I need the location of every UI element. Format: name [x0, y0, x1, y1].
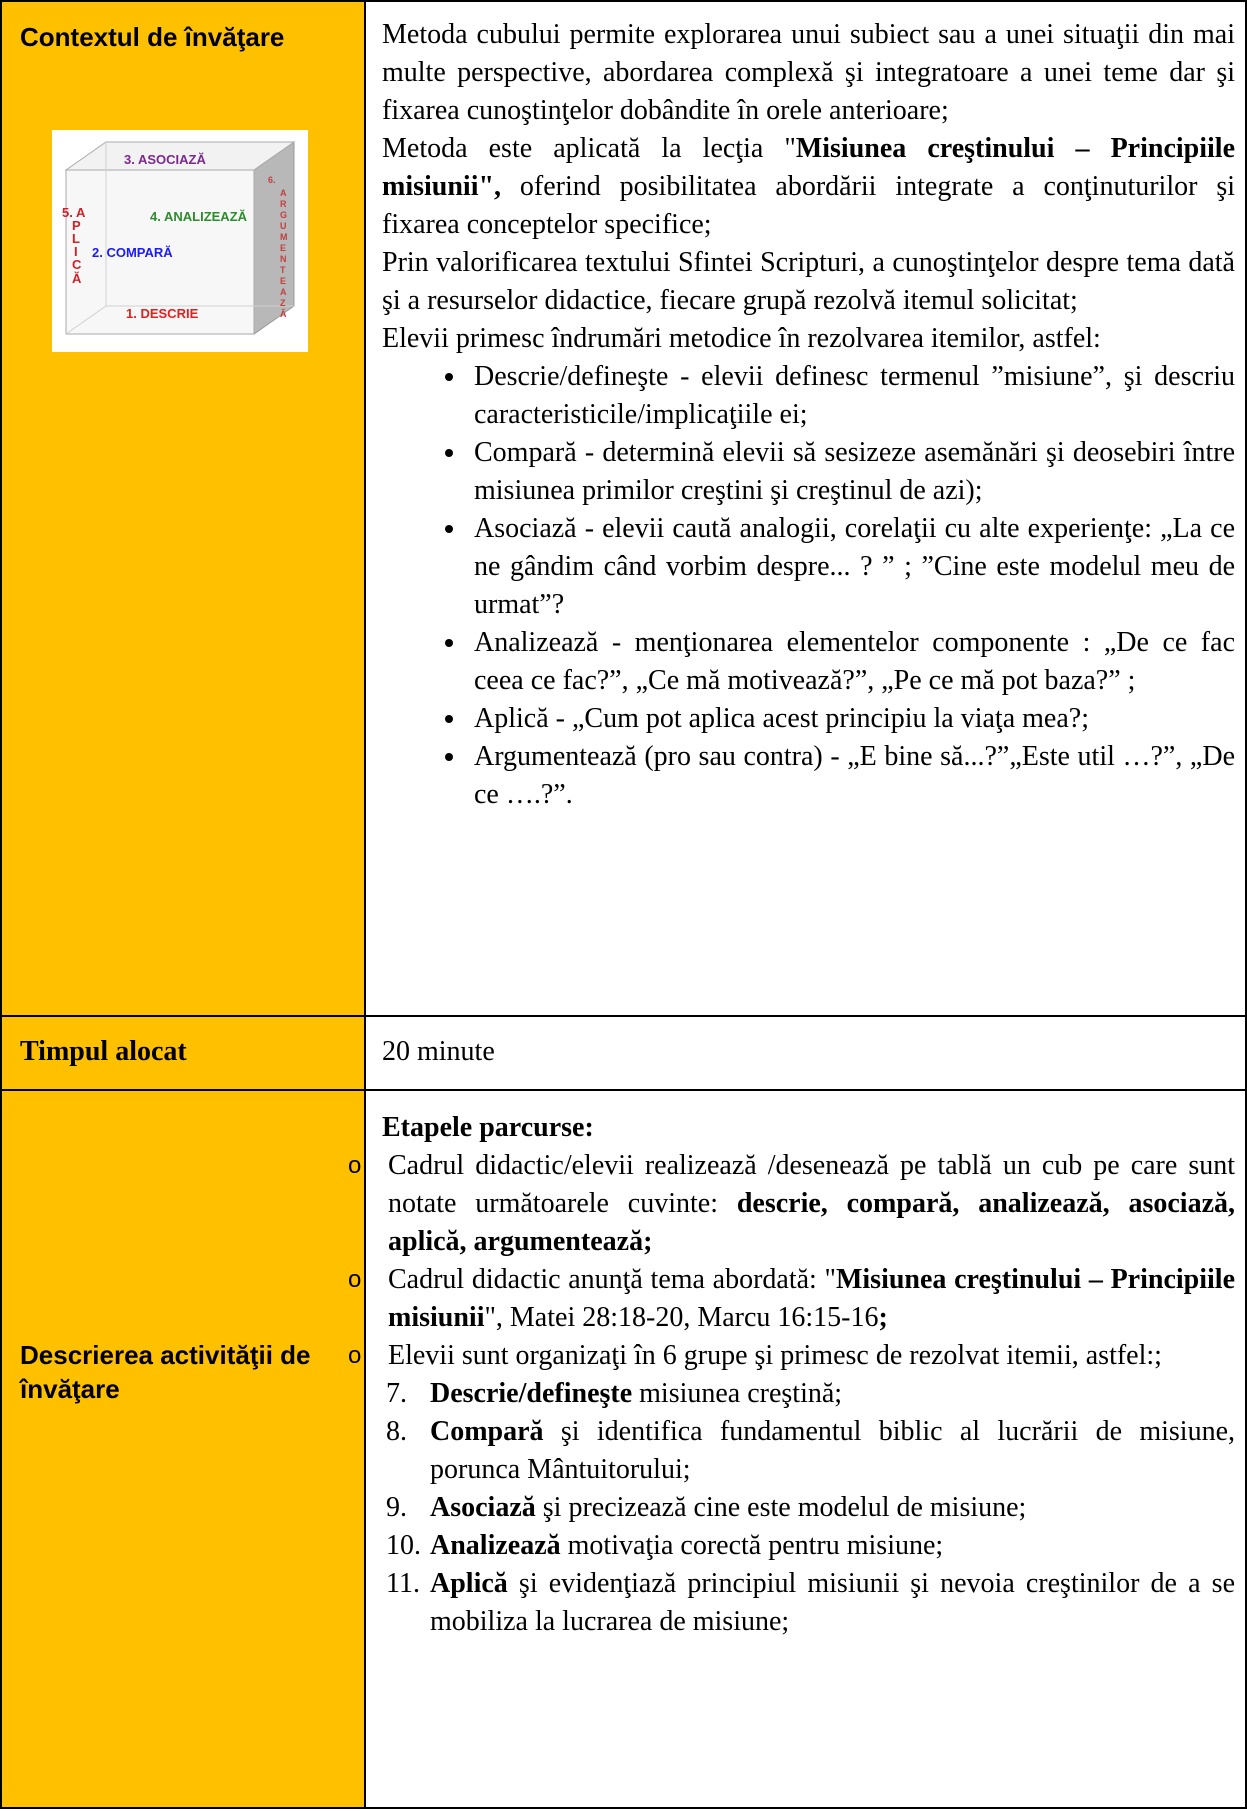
step-text: ", Matei 28:18-20, Marcu 16:15-16 — [484, 1302, 879, 1333]
list-item — [348, 1413, 1235, 1489]
list-item — [348, 1489, 1235, 1527]
step-text: Elevii sunt organizaţi în 6 grupe şi primesc de rezolvat itemii, astfel:; — [388, 1340, 1162, 1371]
cube-label-aplica-letter: L — [72, 231, 80, 246]
item-keyword: Compară — [430, 1416, 544, 1447]
step-item — [348, 1261, 1235, 1337]
item-text: şi evidenţiază principiul misiunii şi nevoia creştinilor de a se mobiliza la lucrarea de misiune; — [430, 1568, 1235, 1637]
cube-label-descrie: 1. DESCRIE — [126, 306, 199, 321]
step-item — [348, 1147, 1235, 1261]
context-content-cell — [365, 1, 1246, 1016]
steps-list — [348, 1147, 1235, 1641]
steps-heading: Etapele parcurse: — [382, 1112, 594, 1143]
item-text: şi identifica fundamentul biblic al lucrării de misiune, porunca Mântuitorului; — [430, 1416, 1235, 1485]
time-label: Timpul alocat — [20, 1036, 187, 1067]
context-label-cell — [1, 1, 365, 1016]
cube-label-aplica-letter: P — [72, 218, 81, 233]
cube-label-argumenteaza-letter: Z — [280, 298, 286, 308]
cube-label-argumenteaza-letter: A — [280, 188, 287, 198]
list-item: • Analizează - menţionarea elementelor componente : „De ce fac ceea ce fac?”, „Ce mă motivează?”, „Pe ce mă pot baza?” ; — [468, 624, 1235, 700]
context-paragraph: Prin valorificarea textului Sfintei Scripturi, a cunoştinţelor despre tema dată şi a resurselor didactice, fiecare grupă rezolvă itemul solicitat; — [382, 247, 1235, 316]
context-paragraph-lesson — [382, 130, 1235, 244]
time-value-cell — [365, 1016, 1246, 1090]
cube-label-argumenteaza-letter: U — [280, 221, 287, 231]
row-time — [1, 1016, 1246, 1090]
item-text: misiunea creştină; — [632, 1378, 843, 1409]
description-content-cell — [365, 1090, 1246, 1808]
item-keyword: Analizează — [430, 1530, 561, 1561]
list-item: • Descrie/defineşte - elevii definesc termenul ”misiune”, şi descriu caracteristicile/implicaţiile ei; — [468, 358, 1235, 434]
item-keyword: Aplică — [430, 1568, 508, 1599]
cube-label-argumenteaza-letter: G — [280, 210, 288, 220]
cube-label-argumenteaza-letter: R — [280, 199, 287, 209]
list-item: • Asociază - elevii caută analogii, corelaţii cu alte experienţe: „La ce ne gândim când vorbim despre... ? ” ; ”Cine este modelul meu de urmat”? — [468, 510, 1235, 624]
list-item — [348, 1565, 1235, 1641]
cube-label-argumenteaza-letter: Ă — [280, 309, 287, 319]
lesson-title: Misiunea creştinului – Principiile misiunii", — [382, 133, 1236, 202]
step-item — [348, 1337, 1235, 1641]
item-number: 8. — [386, 1416, 407, 1447]
item-number: 9. — [386, 1492, 407, 1523]
cube-diagram — [52, 130, 308, 352]
list-item: • Argumentează (pro sau contra) - „E bine să...?”„Este util …?”, „De ce ….?”. — [468, 738, 1235, 814]
step-end: ; — [878, 1302, 888, 1333]
cube-label-argumenteaza-letter: A — [280, 287, 287, 297]
cube-label-analizeaza: 4. ANALIZEAZĂ — [150, 209, 248, 224]
lesson-text-before: Metoda este aplicată la lecţia " — [382, 133, 796, 164]
list-item — [348, 1375, 1235, 1413]
list-item — [348, 1527, 1235, 1565]
cube-label-argumenteaza: 6. — [268, 175, 276, 185]
cube-label-argumenteaza-letter: E — [280, 243, 287, 253]
method-bullet-list — [382, 358, 1235, 814]
step-theme: Misiunea creştinului – Principiile misiunii — [388, 1264, 1235, 1333]
group-items-list — [348, 1375, 1235, 1641]
cube-label-argumenteaza-letter: N — [280, 254, 287, 264]
item-number: 11. — [386, 1568, 420, 1599]
description-label: Descrierea activităţii de învăţare — [20, 1340, 311, 1404]
cube-label-aplica: 5. A — [62, 205, 86, 220]
item-keyword: Asociază — [430, 1492, 536, 1523]
list-item: • Aplică - „Cum pot aplica acest principiu la viaţa mea?; — [468, 700, 1235, 738]
row-context — [1, 1, 1246, 1016]
cube-side-face — [254, 142, 294, 334]
lesson-text-after: oferind posibilitatea abordării integrate a conţinuturilor şi fixarea conceptelor specifice; — [382, 171, 1235, 240]
context-paragraph: Elevii primesc îndrumări metodice în rezolvarea itemilor, astfel: — [382, 323, 1101, 354]
cube-label-aplica-letter: C — [72, 257, 82, 272]
item-keyword: Descrie/defineşte — [430, 1378, 633, 1409]
cube-svg — [52, 130, 308, 352]
context-label: Contextul de învăţare — [20, 22, 285, 52]
step-text: Cadrul didactic anunţă tema abordată: " — [388, 1264, 836, 1295]
cube-label-asociaza: 3. ASOCIAZĂ — [124, 152, 206, 167]
item-text: şi precizează cine este modelul de misiune; — [535, 1492, 1027, 1523]
step-text: Cadrul didactic/elevii realizează /desenează pe tablă un cub pe care sunt notate următoarele cuvinte: — [388, 1150, 1235, 1219]
row-description — [1, 1090, 1246, 1808]
step-keywords: descrie, compară, analizează, asociază, aplică, argumentează; — [388, 1188, 1236, 1257]
context-paragraph: Metoda cubului permite explorarea unui subiect sau a unei situaţii din mai multe perspective, abordarea complexă şi integratoare a unei teme dar şi fixarea cunoştinţelor dobândite în orele anterioare; — [382, 19, 1235, 126]
item-number: 7. — [386, 1378, 407, 1409]
cube-label-compara: 2. COMPARĂ — [92, 245, 173, 260]
cube-label-argumenteaza-letter: T — [280, 265, 286, 275]
item-number: 10. — [386, 1530, 421, 1561]
cube-label-aplica-letter: Ă — [72, 271, 82, 286]
cube-label-argumenteaza-letter: E — [280, 276, 287, 286]
item-text: motivaţia corectă pentru misiune; — [560, 1530, 944, 1561]
cube-label-argumenteaza-letter: M — [280, 232, 288, 242]
time-label-cell — [1, 1016, 365, 1090]
time-value: 20 minute — [382, 1036, 495, 1067]
list-item: • Compară - determină elevii să sesizeze asemănări şi deosebiri între misiunea primilor creştini şi creştinul de azi); — [468, 434, 1235, 510]
description-label-cell — [1, 1090, 365, 1808]
cube-label-aplica-letter: I — [74, 244, 78, 259]
